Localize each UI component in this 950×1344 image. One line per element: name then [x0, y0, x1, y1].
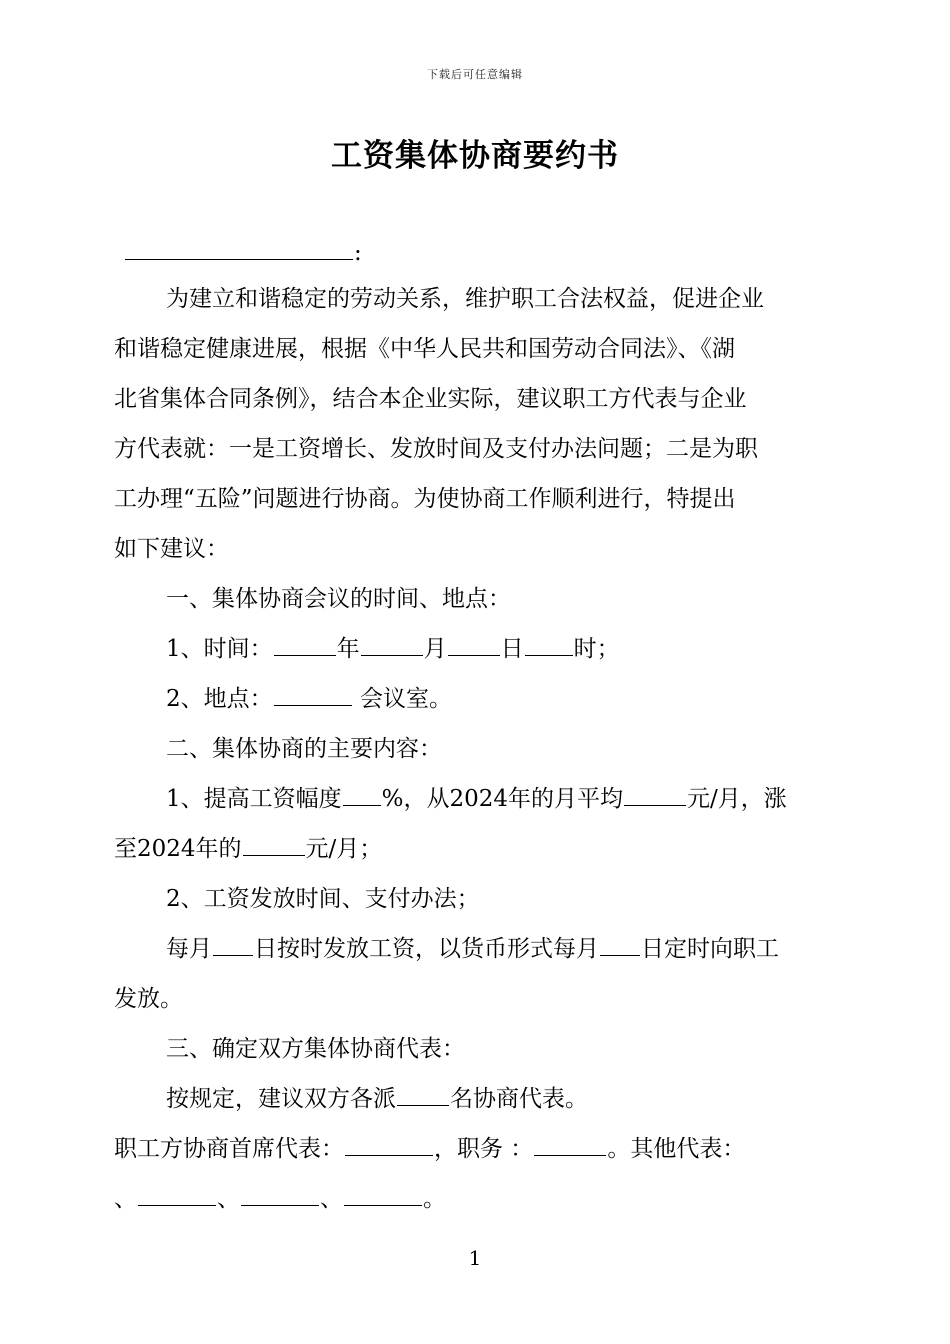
chief-rep-label: 职工方协商首席代表： — [114, 1136, 344, 1162]
day-label: 日 — [500, 636, 524, 662]
rep-count-blank[interactable] — [397, 1081, 449, 1106]
pay-detail-prefix: 每月 — [166, 936, 212, 962]
raise-unit-1: 元/月，涨 — [687, 786, 787, 812]
raise-item-line-2 — [114, 824, 844, 874]
other-rep-blank-3[interactable] — [344, 1181, 422, 1206]
chief-rep-line — [114, 1124, 844, 1174]
pay-detail-line-1 — [114, 924, 896, 974]
para1-line-6: 如下建议： — [114, 536, 229, 562]
other-reps-line — [114, 1174, 844, 1224]
hour-blank[interactable] — [525, 631, 573, 656]
day-blank[interactable] — [448, 631, 500, 656]
para1-line-3: 北省集体合同条例》，结合本企业实际，建议职工方代表与企业 — [114, 386, 747, 412]
addressee-line — [124, 228, 854, 278]
place-suffix: 会议室。 — [352, 686, 452, 712]
addressee-blank[interactable] — [125, 235, 353, 260]
other-reps-end: 。 — [423, 1186, 446, 1212]
other-reps-sep-2: 、 — [217, 1186, 240, 1212]
time-label: 1、时间： — [166, 636, 273, 662]
position-blank[interactable] — [534, 1131, 606, 1156]
hour-label: 时； — [573, 636, 620, 662]
document-title: 工资集体协商要约书 — [331, 138, 619, 174]
addressee-colon: : — [354, 240, 362, 266]
page-number: 1 — [468, 1246, 482, 1270]
current-wage-blank[interactable] — [624, 781, 686, 806]
para1-line-4: 方代表就：一是工资增长、发放时间及支付办法问题；二是为职 — [114, 436, 758, 462]
place-label: 2、地点： — [166, 686, 273, 712]
para1-line-2: 和谐稳定健康进展，根据《中华人民共和国劳动合同法》、《湖 — [114, 336, 735, 362]
position-label: ，职务 ： — [434, 1136, 534, 1162]
para1-line-1: 为建立和谐稳定的劳动关系，维护职工合法权益，促进企业 — [166, 286, 764, 312]
raise-line2-prefix: 至2024年的 — [114, 836, 242, 862]
other-rep-blank-1[interactable] — [138, 1181, 216, 1206]
transfer-day-blank[interactable] — [600, 931, 640, 956]
other-rep-blank-2[interactable] — [241, 1181, 319, 1206]
percent-blank[interactable] — [343, 781, 381, 806]
pay-day-blank[interactable] — [213, 931, 253, 956]
year-label: 年 — [336, 636, 360, 662]
time-item — [114, 624, 896, 674]
section-1-title: 一、集体协商会议的时间、地点： — [166, 586, 511, 612]
section-2-title: 二、集体协商的主要内容： — [166, 736, 442, 762]
rep-count-suffix: 名协商代表。 — [450, 1086, 588, 1112]
place-item — [114, 674, 896, 724]
month-blank[interactable] — [361, 631, 423, 656]
header-note: 下载后可任意编辑 — [427, 68, 523, 81]
year-blank[interactable] — [274, 631, 336, 656]
target-wage-blank[interactable] — [243, 831, 305, 856]
pay-detail-suffix: 日定时向职工 — [641, 936, 779, 962]
month-label: 月 — [423, 636, 447, 662]
place-blank[interactable] — [274, 681, 352, 706]
raise-unit-2: 元/月； — [305, 836, 383, 862]
raise-item-line-1 — [114, 774, 896, 824]
other-reps-sep-1: 、 — [114, 1186, 137, 1212]
section-3-title: 三、确定双方集体协商代表： — [166, 1036, 465, 1062]
raise-percent-text: %，从2024年的月平均 — [381, 786, 624, 812]
other-reps-sep-3: 、 — [320, 1186, 343, 1212]
rep-count-prefix: 按规定，建议双方各派 — [166, 1086, 396, 1112]
others-label: 。其他代表： — [607, 1136, 746, 1162]
pay-detail-mid: 日按时发放工资，以货币形式每月 — [254, 936, 599, 962]
chief-rep-blank[interactable] — [345, 1131, 433, 1156]
pay-detail-line-2: 发放。 — [114, 986, 183, 1012]
pay-item-title: 2、工资发放时间、支付办法； — [166, 886, 480, 912]
raise-prefix: 1、提高工资幅度 — [166, 786, 342, 812]
para1-line-5: 工办理“五险”问题进行协商。为使协商工作顺利进行，特提出 — [114, 486, 736, 512]
rep-count-line — [114, 1074, 896, 1124]
